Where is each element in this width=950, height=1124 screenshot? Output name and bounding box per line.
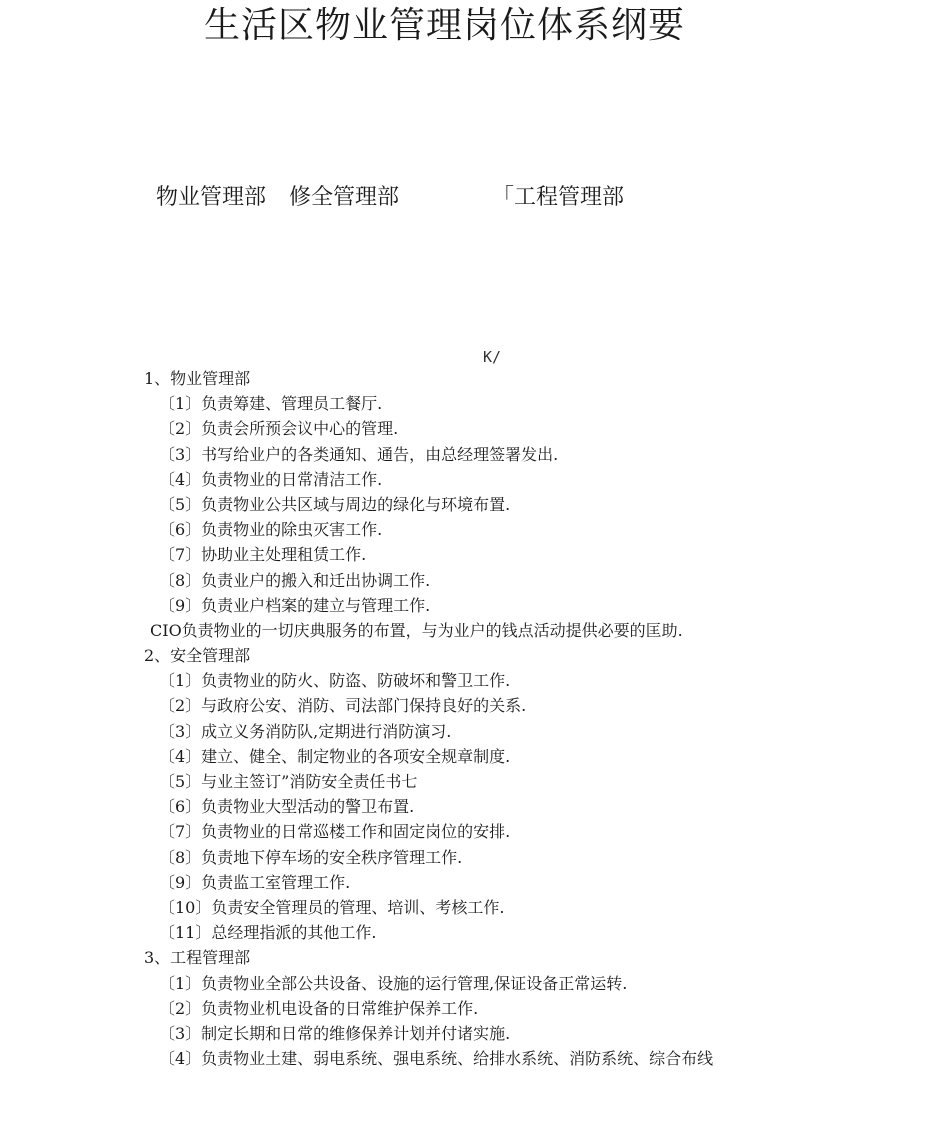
list-item: 〔2〕负责会所预会议中心的管理. — [159, 419, 399, 439]
list-item: 〔3〕制定长期和日常的维修保养计划并付诸实施. — [159, 1023, 511, 1043]
list-item: 〔4〕负责物业的日常清洁工作. — [159, 469, 383, 489]
document-body — [144, 366, 924, 1071]
list-item: 〔10〕负责安全管理员的管理、培训、考核工作. — [159, 897, 505, 917]
section-heading: 3、工程管理部 — [144, 948, 251, 968]
department-label-property: 物业管理部 — [156, 185, 267, 210]
list-item: 〔7〕负责物业的日常巡楼工作和固定岗位的安排. — [159, 822, 511, 842]
department-label-security: 修全管理部 — [289, 185, 400, 210]
list-item: 〔8〕负责地下停车场的安全秩序管理工作. — [159, 847, 463, 867]
list-item: 〔3〕书写给业户的各类通知、通告，由总经理签署发出. — [159, 444, 559, 464]
document-title: 生活区物业管理岗位体系纲要 — [204, 5, 686, 46]
list-item: 〔1〕负责物业的防火、防盗、防破坏和警卫工作. — [159, 671, 511, 691]
list-item: 〔6〕负责物业的除虫灭害工作. — [159, 520, 383, 540]
list-item: 〔8〕负责业户的搬入和迁出协调工作. — [159, 570, 431, 590]
list-item: 〔6〕负责物业大型活动的警卫布置. — [159, 797, 415, 817]
scan-mark: K/ — [483, 348, 502, 366]
list-item: CIO负责物业的一切庆典服务的布置，与为业户的钱点活动提供必要的匡助. — [150, 620, 683, 640]
list-item: 〔7〕协助业主处理租赁工作. — [159, 545, 367, 565]
list-item: 〔2〕负责物业机电设备的日常维护保养工作. — [159, 998, 479, 1018]
list-item: 〔1〕负责筹建、管理员工餐厅. — [159, 394, 383, 414]
list-item: 〔3〕成立义务消防队,定期进行消防演习. — [159, 721, 452, 741]
list-item: 〔2〕与政府公安、消防、司法部门保持良好的关系. — [159, 696, 527, 716]
list-item: 〔9〕负责监工室管理工作. — [159, 872, 351, 892]
list-item: 〔5〕负责物业公共区域与周边的绿化与环境布置. — [159, 494, 511, 514]
section-heading: 2、安全管理部 — [144, 646, 251, 666]
section-heading: 1、物业管理部 — [144, 369, 251, 388]
list-item: 〔1〕负责物业全部公共设备、设施的运行管理,保证设备正常运转. — [159, 973, 628, 993]
list-item: 〔4〕建立、健全、制定物业的各项安全规章制度. — [159, 746, 511, 766]
list-item: 〔11〕总经理指派的其他工作. — [159, 923, 377, 943]
list-item: 〔5〕与业主签订”消防安全责任书七 — [159, 772, 418, 791]
list-item: 〔4〕负责物业土建、弱电系统、强电系统、给排水系统、消防系统、综合布线 — [159, 1049, 714, 1069]
list-item: 〔9〕负责业户档案的建立与管理工作. — [159, 595, 431, 615]
department-label-engineering: 「工程管理部 — [492, 185, 625, 210]
